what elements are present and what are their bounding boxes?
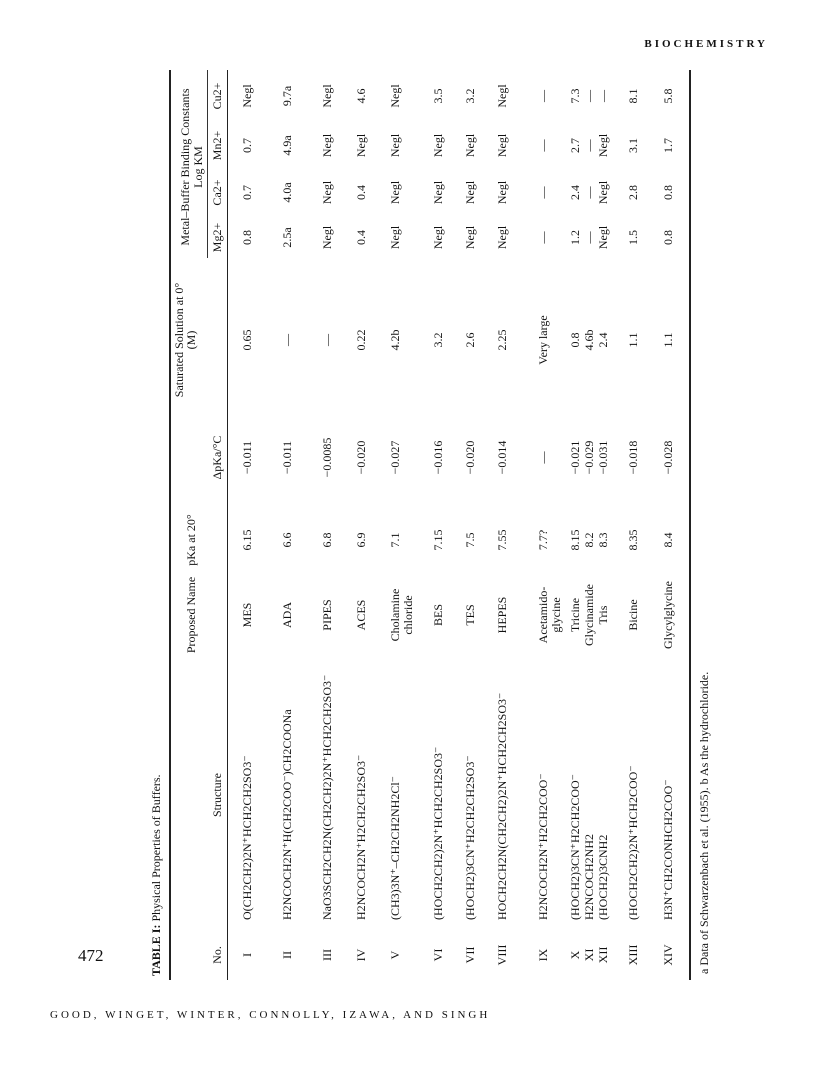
cell-mg: — [536,231,550,244]
cell-cu: 5.8 [661,88,675,104]
cell-dpka: −0.018 [626,440,640,475]
caption-label: TABLE I: [149,924,163,976]
cell-dpka: — [536,451,550,464]
cell-mn: Negl [495,133,509,158]
cell-sat: 2.6 [463,332,477,348]
cell-structure: H2NCOCH2N⁺H2CH2COO⁻ [536,773,550,920]
cell-sat: 1.1 [661,332,675,348]
cell-sat: 1.1 [626,332,640,348]
cell-cu: — [536,90,550,102]
cell-structure: (HOCH2)3CNH2 [596,834,610,920]
cell-mn: 3.1 [626,138,640,153]
cell-cu: Negl [388,84,402,108]
cell-ca: 0.7 [240,185,254,200]
cell-ca: — [582,186,596,199]
cell-no: XIV [661,944,675,966]
cell-structure: O(CH2CH2)2N⁺HCH2CH2SO3⁻ [240,755,254,920]
rotated-table [149,70,717,980]
cell-dpka: −0.021 [568,440,582,475]
cell-dpka: −0.011 [280,440,294,475]
cell-ca: 0.8 [661,185,675,200]
caption-text: Physical Properties of Buffers. [149,774,163,922]
cell-pka: 7.1 [388,532,402,548]
cell-mn: Negl [431,133,445,158]
cell-dpka: −0.020 [354,440,368,475]
cell-ca: 4.0a [280,182,294,203]
cell-sat: 4.6b [582,329,596,351]
cell-ca: — [536,186,550,199]
cell-no: XI [582,948,596,962]
cell-pka: 6.15 [240,529,254,551]
cell-dpka: −0.014 [495,440,509,475]
cell-cu: 3.2 [463,88,477,104]
cell-dpka: −0.020 [463,440,477,475]
header-dpka: ΔpKa/°C [210,435,224,480]
cell-pka: 8.35 [626,529,640,551]
cell-sat: — [280,334,294,346]
cell-cu: 3.5 [431,88,445,104]
cell-mg: Negl [388,225,402,250]
cell-name: TES [463,604,477,626]
cell-cu: 7.3 [568,88,582,104]
cell-no: V [388,950,402,960]
cell-mn: 1.7 [661,138,675,153]
cell-no: XII [596,946,610,964]
cell-sat: 2.4 [596,332,610,348]
cell-ca: Negl [596,180,610,205]
cell-name: Tris [596,605,610,625]
cell-structure: NaO3SCH2CH2N(CH2CH2)2N⁺HCH2CH2SO3⁻ [320,674,334,920]
cell-pka: 8.15 [568,529,582,551]
cell-mn: 4.9a [280,135,294,156]
cell-mg: 0.8 [240,230,254,245]
cell-mg: 0.4 [354,230,368,245]
cell-structure: HOCH2CH2N(CH2CH2)2N⁺HCH2CH2SO3⁻ [495,692,509,920]
cell-pka: 7.7? [536,529,550,551]
cell-name: HEPES [495,596,509,634]
cell-name: Glycinamide [582,584,596,646]
cell-sat: 0.65 [240,329,254,351]
cell-structure: H2NCOCH2N⁺H2CH2CH2SO3⁻ [354,754,368,920]
cell-no: VIII [495,944,509,966]
cell-mg: Negl [463,225,477,250]
cell-sat: 2.25 [495,329,509,351]
cell-ca: 2.4 [568,185,582,200]
cell-mn: 2.7 [568,138,582,153]
header-name: Proposed Name [184,576,198,654]
cell-name: ADA [280,602,294,628]
cell-structure: H2NCOCH2NH2 [582,833,596,920]
header-mg: Mg2+ [210,222,224,253]
cell-mn: — [536,139,550,152]
cell-cu: 4.6 [354,88,368,104]
metal-group-rule [207,70,208,258]
cell-mn: Negl [463,133,477,158]
cell-pka: 8.4 [661,532,675,548]
cell-mg: Negl [596,225,610,250]
cell-mg: 1.5 [626,230,640,245]
header-structure: Structure [210,773,224,817]
cell-name: BES [431,604,445,627]
cell-dpka: −0.027 [388,440,402,475]
cell-cu: — [596,90,610,102]
cell-mg: Negl [431,225,445,250]
cell-ca: 2.8 [626,185,640,200]
cell-sat: 0.22 [354,329,368,351]
cell-cu: Negl [495,84,509,108]
cell-ca: Negl [431,180,445,205]
cell-mn: — [582,139,596,152]
cell-name: PIPES [320,599,334,631]
cell-dpka: −0.028 [661,440,675,475]
cell-mg: Negl [320,225,334,250]
cell-structure: (HOCH2CH2)2N⁺HCH2CH2SO3⁻ [431,746,445,920]
cell-cu: 9.7a [280,85,294,107]
cell-sat: 0.8 [568,332,582,348]
cell-ca: Negl [320,180,334,205]
cell-name: Tricine [568,597,582,633]
cell-no: II [280,951,294,959]
cell-sat: 4.2b [388,329,402,351]
cell-cu: Negl [320,84,334,108]
cell-sat: 3.2 [431,332,445,348]
cell-name: MES [240,602,254,628]
cell-ca: Negl [388,180,402,205]
cell-structure: H3N⁺CH2CONHCH2COO⁻ [661,779,675,920]
cell-pka: 8.3 [596,532,610,548]
cell-no: IX [536,948,550,962]
cell-cu: Negl [240,84,254,108]
cell-mg: 0.8 [661,230,675,245]
cell-mg: 2.5a [280,227,294,248]
cell-pka: 6.8 [320,532,334,548]
cell-mn: 0.7 [240,138,254,153]
header-no: No. [210,946,224,964]
cell-mg: 1.2 [568,230,582,245]
cell-mn: Negl [388,133,402,158]
header-ca: Ca2+ [210,179,224,206]
cell-ca: Negl [495,180,509,205]
cell-dpka: −0.011 [240,440,254,475]
cell-pka: 8.2 [582,532,596,548]
cell-name: Acetamido-glycine [536,586,563,644]
cell-mn: Negl [596,133,610,158]
cell-no: VI [431,948,445,962]
header-cu: Cu2+ [210,82,224,110]
table-caption [149,774,164,976]
cell-pka: 6.6 [280,532,294,548]
cell-dpka: −0.0085 [320,437,334,478]
cell-pka: 7.55 [495,529,509,551]
cell-dpka: −0.016 [431,440,445,475]
cell-no: IV [354,948,368,962]
cell-dpka: −0.031 [596,440,610,475]
cell-pka: 6.9 [354,532,368,548]
page-number: 472 [78,946,104,965]
cell-pka: 7.5 [463,532,477,548]
cell-no: XIII [626,944,640,966]
cell-structure: (HOCH2)3CN⁺H2CH2CH2SO3⁻ [463,755,477,920]
cell-no: X [568,950,582,960]
cell-structure: (HOCH2CH2)2N⁺HCH2COO⁻ [626,765,640,920]
cell-name: Glycylglycine [661,581,675,649]
cell-no: I [240,953,254,957]
cell-cu: — [582,90,596,102]
header-mn: Mn2+ [210,130,224,161]
cell-name: Bicine [626,599,640,631]
cell-pka: 7.15 [431,529,445,551]
header-rule [227,70,228,980]
header-metal-sub: Log KM [191,146,205,188]
cell-structure: H2NCOCH2N⁺H(CH2COO⁻)CH2COONa [280,709,294,920]
bottom-rule [689,70,691,980]
cell-ca: 0.4 [354,185,368,200]
cell-cu: 8.1 [626,88,640,104]
top-rule [169,70,171,980]
cell-name: Cholamine chloride [388,588,415,642]
journal-name: BIOCHEMISTRY [644,38,768,50]
cell-dpka: −0.029 [582,440,596,475]
running-authors: GOOD, WINGET, WINTER, CONNOLLY, IZAWA, AND SINGH [50,1009,491,1021]
cell-mn: Negl [354,133,368,158]
cell-mg: — [582,231,596,244]
cell-name: ACES [354,599,368,631]
cell-sat: Very large [536,315,550,365]
cell-structure: (CH3)3N⁺–CH2CH2NH2Cl⁻ [388,775,402,920]
cell-mn: Negl [320,133,334,158]
cell-no: III [320,949,334,961]
header-pka: pKa at 20° [184,514,198,566]
cell-no: VII [463,946,477,964]
header-metal-group: Metal–Buffer Binding Constants [178,88,192,246]
table-footnotes: a Data of Schwarzenbach et al. (1955). b As the hydrochloride. [697,671,711,974]
cell-ca: Negl [463,180,477,205]
cell-mg: Negl [495,225,509,250]
cell-sat: — [320,334,334,346]
cell-structure: (HOCH2)3CN⁺H2CH2COO⁻ [568,773,582,920]
header-saturated: Saturated Solution at 0° (M) [172,282,198,398]
